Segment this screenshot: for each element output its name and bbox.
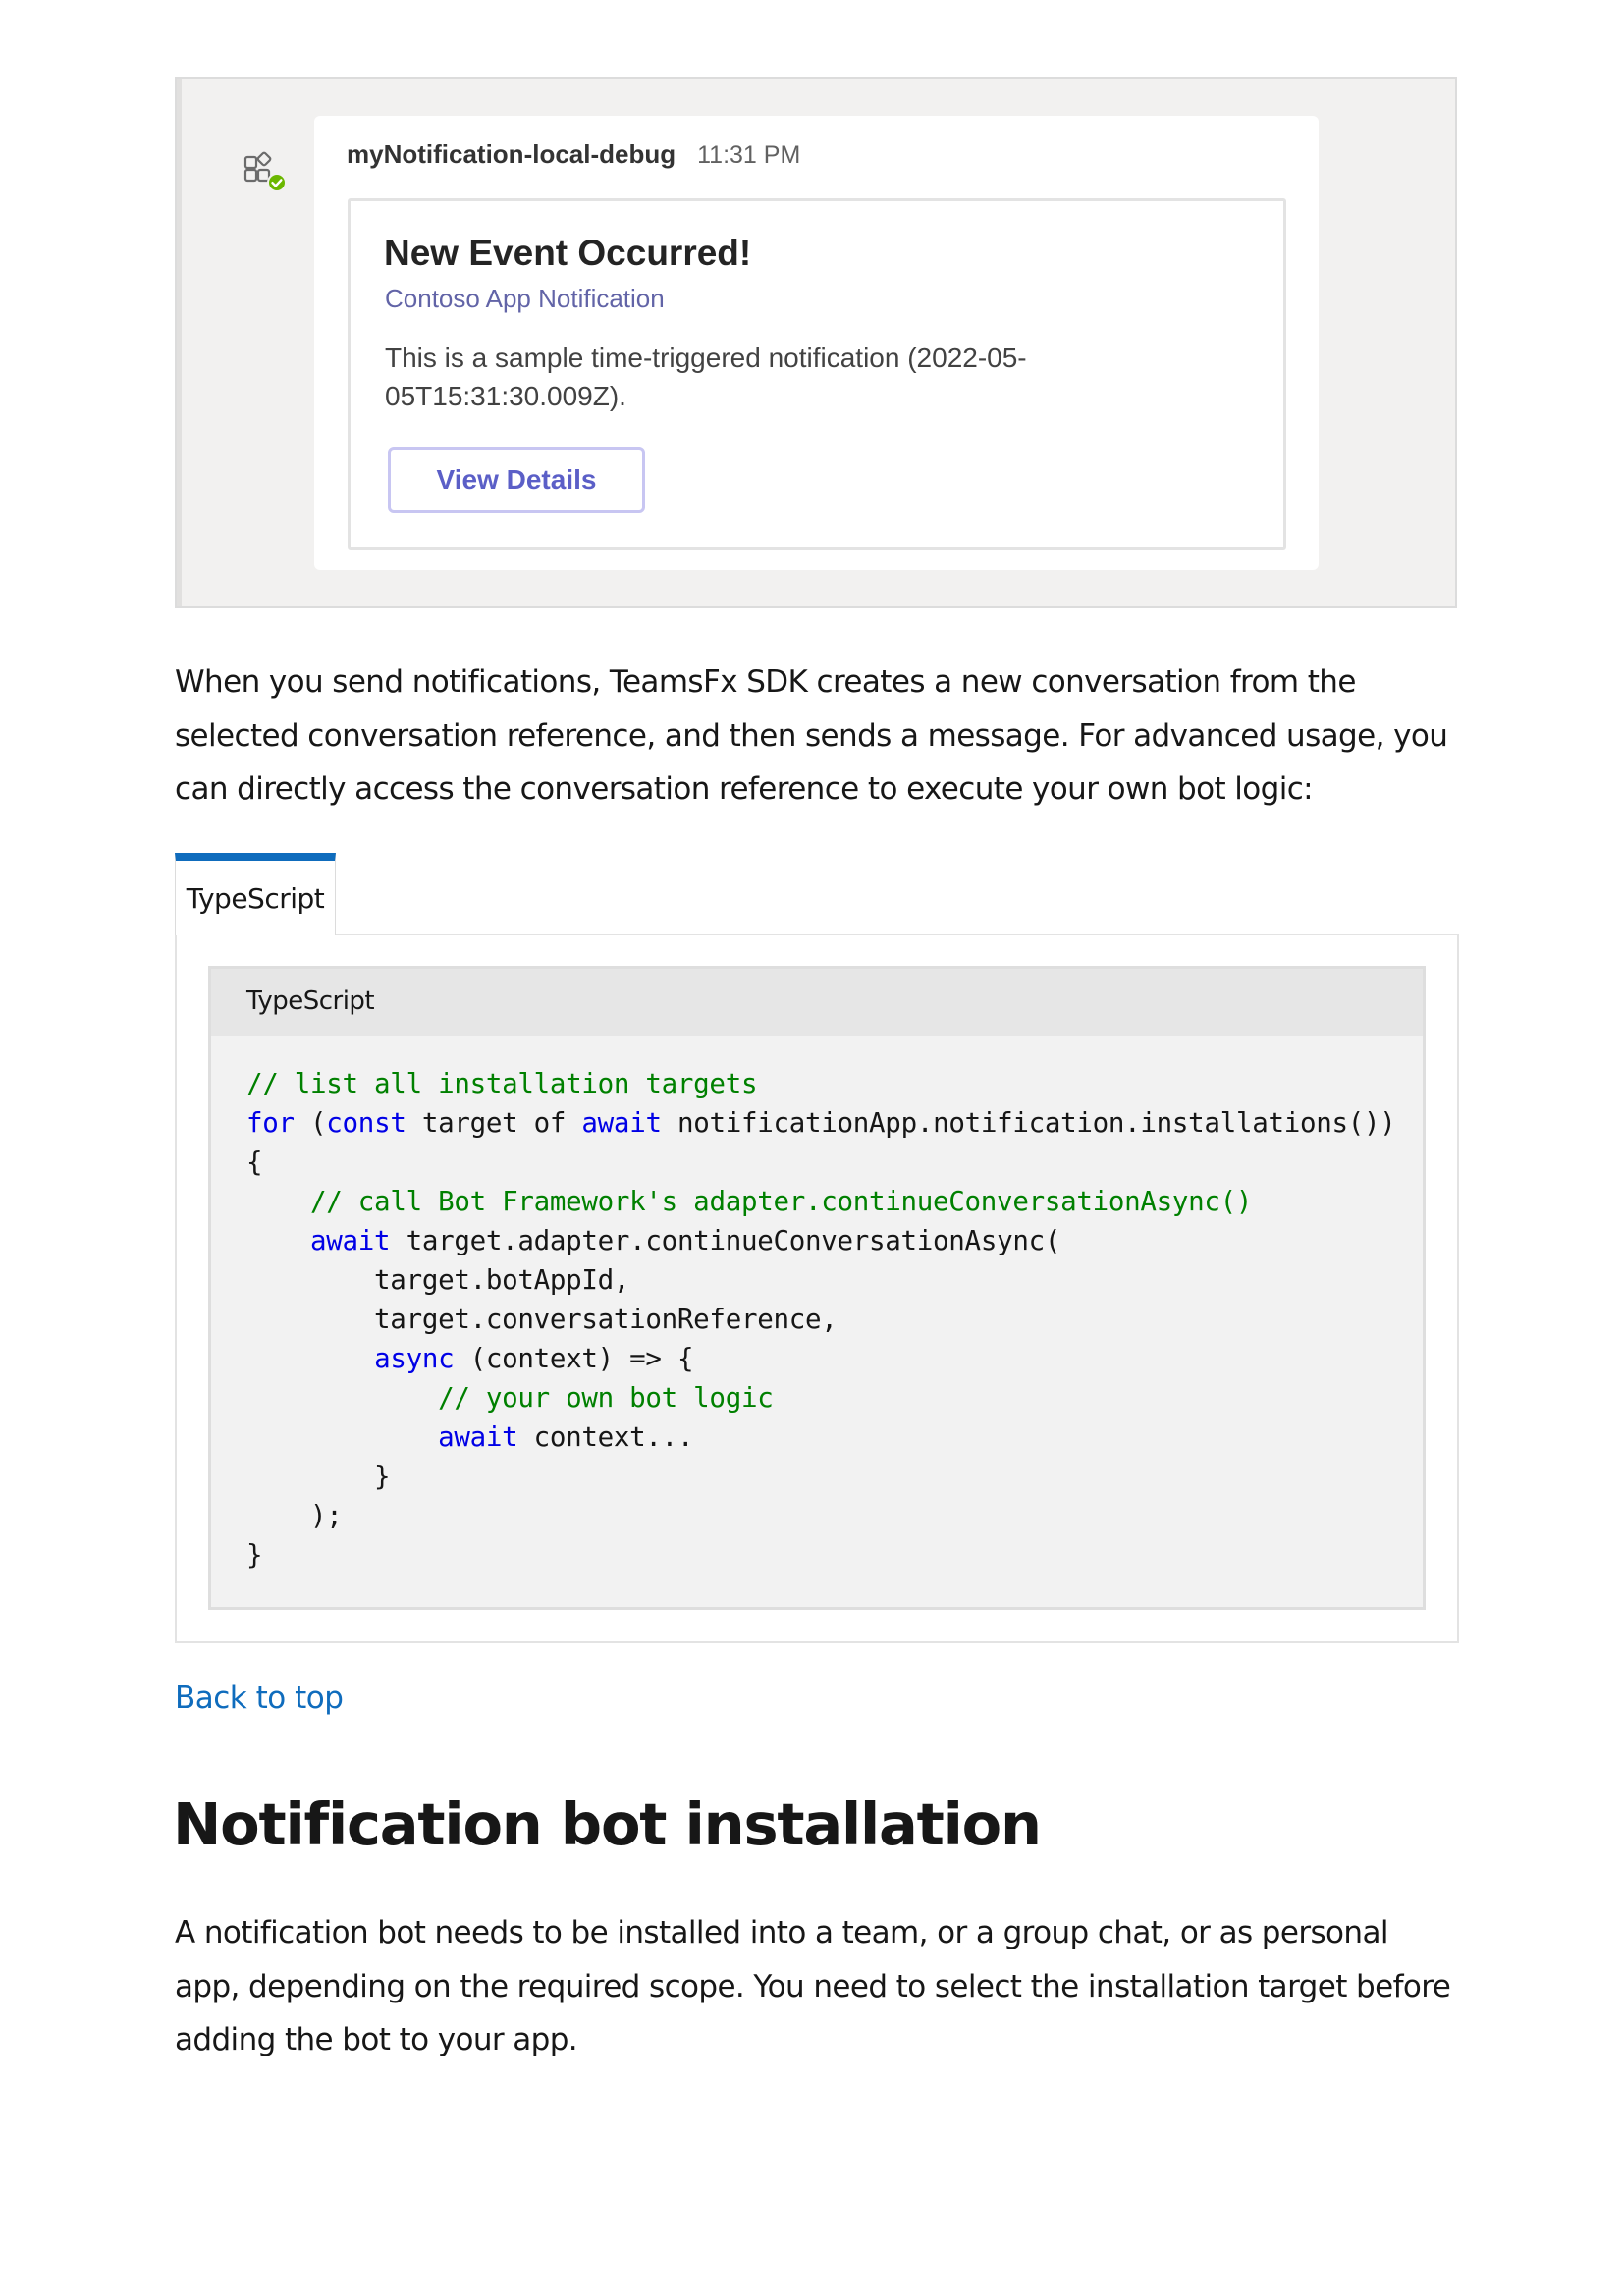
code-line [246, 1339, 1396, 1378]
adaptive-card [348, 198, 1286, 550]
code-line [246, 1457, 1396, 1496]
code-text [246, 1382, 438, 1414]
code-line [246, 1103, 1396, 1143]
code-line [246, 1064, 1396, 1103]
code-line [246, 1182, 1396, 1221]
code-header [211, 969, 1423, 1036]
code-text: target.adapter.continueConversationAsync( [390, 1225, 1061, 1256]
code-text [246, 1225, 310, 1256]
chat-message [314, 116, 1319, 570]
code-text: (context) => { [454, 1343, 694, 1374]
code-line [246, 1221, 1396, 1260]
code-keyword: await [581, 1107, 662, 1139]
code-keyword: await [438, 1421, 518, 1453]
sender-name: myNotification-local-debug [347, 139, 676, 169]
code-keyword: for [246, 1107, 295, 1139]
message-header [347, 139, 800, 170]
online-status-icon [268, 174, 286, 191]
back-to-top-link[interactable]: Back to top [175, 1681, 344, 1716]
code-keyword: await [310, 1225, 391, 1256]
code-text [246, 1421, 438, 1453]
code-text: context... [517, 1421, 694, 1453]
code-text [246, 1186, 310, 1217]
notification-screenshot [175, 77, 1457, 608]
section-paragraph: A notification bot needs to be installed into a team, or a group chat, or as personal app, depending on the required scope. You need to select the installation target before adding the bot to your app. [175, 1915, 1451, 2057]
code-line [246, 1496, 1396, 1535]
code-text: ); [246, 1500, 343, 1531]
code-language-label: TypeScript [246, 987, 375, 1016]
code-line [246, 1260, 1396, 1300]
code-text: target.conversationReference, [246, 1304, 838, 1335]
code-comment: // call Bot Framework's adapter.continueConversationAsync() [310, 1186, 1253, 1217]
code-line [246, 1378, 1396, 1417]
code-keyword: const [326, 1107, 406, 1139]
message-timestamp: 11:31 PM [697, 141, 801, 169]
code-text [246, 1343, 374, 1374]
code-keyword: async [374, 1343, 455, 1374]
code-text: target of [406, 1107, 582, 1139]
code-text: } [246, 1461, 391, 1492]
code-text: } [246, 1539, 263, 1571]
card-title: New Event Occurred! [384, 233, 752, 273]
card-subtitle: Contoso App Notification [385, 284, 665, 313]
code-comment: // list all installation targets [246, 1068, 758, 1099]
section-heading: Notification bot installation [173, 1790, 1041, 1858]
code-line [246, 1300, 1396, 1339]
intro-paragraph: When you send notifications, TeamsFx SDK creates a new conversation from the selected conversation reference, and then sends a message. For advanced usage, you can directly access the conversation reference to execute your own bot logic: [175, 665, 1448, 807]
code-line [246, 1535, 1396, 1575]
code-text: { [246, 1147, 263, 1178]
code-comment: // your own bot logic [438, 1382, 774, 1414]
figure-edge [177, 79, 182, 606]
view-details-button[interactable]: View Details [388, 447, 645, 513]
card-body-text: This is a sample time-triggered notification (2022-05-05T15:31:30.009Z). [385, 343, 1027, 411]
code-text: target.botAppId, [246, 1264, 630, 1296]
code-text: ( [294, 1107, 327, 1139]
code-block [208, 966, 1426, 1610]
app-bot-icon [242, 151, 287, 196]
code-content[interactable] [246, 1064, 1396, 1575]
code-line [246, 1417, 1396, 1457]
code-text: notificationApp.notification.installations()) [661, 1107, 1396, 1139]
tab-typescript[interactable]: TypeScript [175, 853, 336, 935]
code-line [246, 1143, 1396, 1182]
